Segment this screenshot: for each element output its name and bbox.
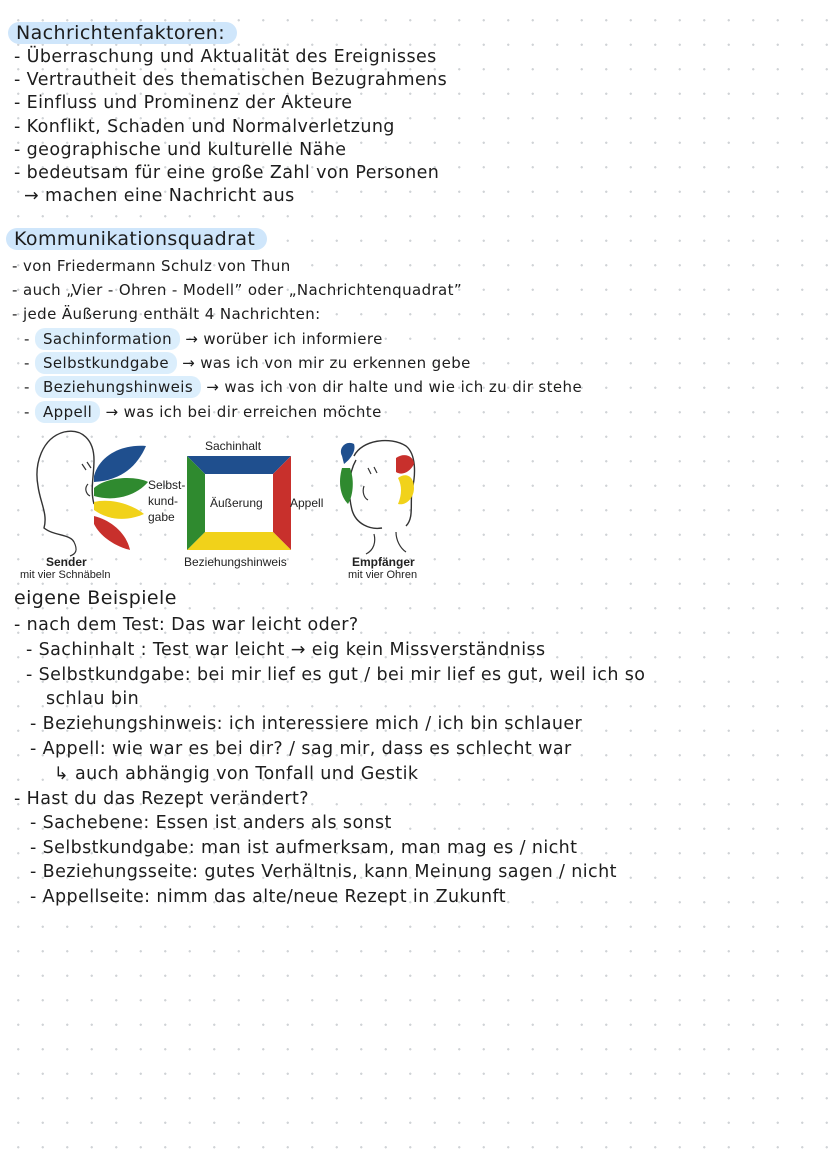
beak-green bbox=[94, 478, 148, 498]
ear-green bbox=[340, 468, 353, 504]
list-item: - Überraschung und Aktualität des Ereignisses bbox=[14, 47, 437, 67]
receiver-face-illustration bbox=[334, 434, 424, 556]
list-item: - Beziehungsseite: gutes Verhältnis, kann Meinung sagen / nicht bbox=[30, 862, 617, 882]
list-item: - Konflikt, Schaden und Normalverletzung bbox=[14, 117, 395, 137]
list-item: - auch „Vier - Ohren - Modell” oder „Nachrichtenquadrat” bbox=[12, 281, 463, 299]
term-highlight: Sachinformation bbox=[35, 328, 180, 350]
term-highlight: Selbstkundgabe bbox=[35, 352, 177, 374]
heading-highlight: Kommunikationsquadrat bbox=[6, 228, 267, 250]
term-highlight: Beziehungshinweis bbox=[35, 376, 201, 398]
label-beziehungshinweis: Beziehungshinweis bbox=[184, 555, 287, 569]
list-item-continuation: schlau bin bbox=[46, 689, 140, 709]
receiver-title: Empfänger bbox=[352, 555, 415, 569]
list-item-note: ↳ auch abhängig von Tonfall und Gestik bbox=[54, 764, 419, 784]
list-item: - Appellseite: nimm das alte/neue Rezept in Zukunft bbox=[30, 887, 507, 907]
label-appell: Appell bbox=[290, 496, 324, 510]
ear-red bbox=[396, 455, 414, 473]
term-description: was ich von dir halte und wie ich zu dir stehe bbox=[224, 378, 583, 396]
list-item: - geographische und kulturelle Nähe bbox=[14, 140, 347, 160]
term-description: was ich bei dir erreichen möchte bbox=[123, 403, 382, 421]
list-item: - bedeutsam für eine große Zahl von Personen bbox=[14, 163, 440, 183]
term-description: worüber ich informiere bbox=[203, 330, 383, 348]
heading-eigene-beispiele: eigene Beispiele bbox=[14, 587, 177, 609]
list-item-conclusion: → machen eine Nachricht aus bbox=[24, 186, 295, 206]
list-item: - Hast du das Rezept verändert? bbox=[14, 789, 309, 809]
message-row: - Beziehungshinweis → was ich von dir halte und wie ich zu dir stehe bbox=[24, 378, 583, 396]
heading-highlight: Nachrichtenfaktoren: bbox=[8, 22, 237, 44]
list-item: - Sachebene: Essen ist anders als sonst bbox=[30, 813, 392, 833]
label-aeusserung: Äußerung bbox=[210, 496, 263, 510]
message-row: - Appell → was ich bei dir erreichen möchte bbox=[24, 403, 382, 421]
list-item: - Sachinhalt : Test war leicht → eig kein Missverständniss bbox=[26, 640, 546, 660]
list-item: - von Friedermann Schulz von Thun bbox=[12, 257, 291, 275]
heading-kommunikationsquadrat bbox=[6, 228, 267, 250]
sender-subtitle: mit vier Schnäbeln bbox=[20, 569, 111, 581]
list-item: - Einfluss und Prominenz der Akteure bbox=[14, 93, 353, 113]
list-item: - Appell: wie war es bei dir? / sag mir, dass es schlecht war bbox=[30, 739, 572, 759]
ear-blue bbox=[341, 443, 355, 464]
beak-red bbox=[94, 516, 130, 550]
receiver-subtitle: mit vier Ohren bbox=[348, 569, 418, 581]
term-highlight: Appell bbox=[35, 401, 100, 423]
list-item: - nach dem Test: Das war leicht oder? bbox=[14, 615, 359, 635]
square-bottom-yellow bbox=[187, 532, 291, 550]
list-item: - Selbstkundgabe: bei mir lief es gut / bei mir lief es gut, weil ich so bbox=[26, 665, 646, 685]
list-item: - Beziehungshinweis: ich interessiere mich / ich bin schlauer bbox=[30, 714, 583, 734]
label-sachinhalt: Sachinhalt bbox=[205, 439, 262, 453]
message-row: - Selbstkundgabe → was ich von mir zu erkennen gebe bbox=[24, 354, 471, 372]
list-item: - Vertrautheit des thematischen Bezugrahmens bbox=[14, 70, 448, 90]
label-selbstkundgabe: Selbst- kund- gabe bbox=[148, 478, 186, 524]
square-top-blue bbox=[187, 456, 291, 474]
list-item: - jede Äußerung enthält 4 Nachrichten: bbox=[12, 305, 321, 323]
beak-blue bbox=[94, 446, 146, 482]
sender-beaks bbox=[80, 440, 155, 555]
list-item: - Selbstkundgabe: man ist aufmerksam, man mag es / nicht bbox=[30, 838, 578, 858]
message-row: - Sachinformation → worüber ich informiere bbox=[24, 330, 383, 348]
heading-nachrichtenfaktoren bbox=[8, 22, 237, 44]
beak-yellow bbox=[94, 501, 144, 519]
sender-title: Sender bbox=[46, 555, 87, 569]
term-description: was ich von mir zu erkennen gebe bbox=[200, 354, 471, 372]
